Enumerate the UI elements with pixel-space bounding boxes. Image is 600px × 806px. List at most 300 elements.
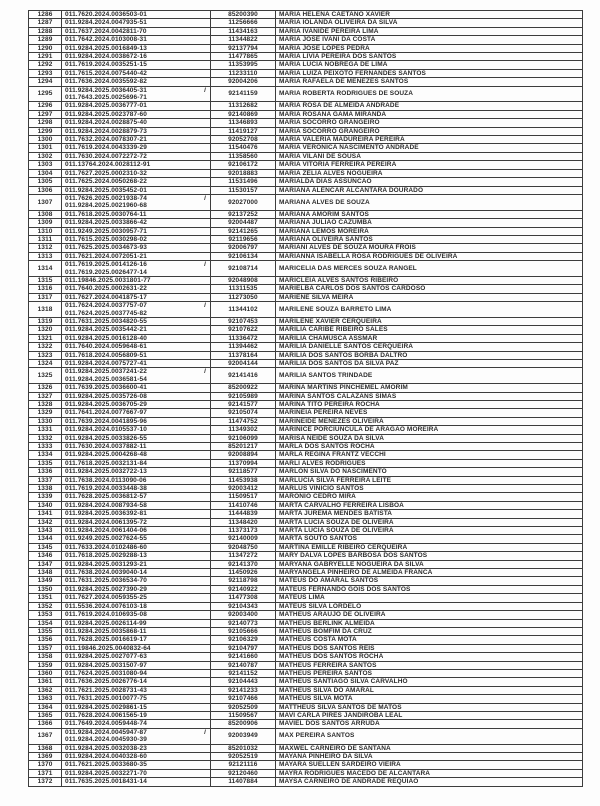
sequence-cell: 1301: [29, 144, 62, 152]
name-cell: MARLUS VINICIO SANTOS: [276, 485, 583, 493]
registration-cell: 85201217: [211, 442, 276, 450]
name-cell: MARIALDA DIAS ASSUNCAO: [276, 178, 583, 186]
case-number-cell: [62, 244, 211, 252]
case-number: 011.9284.2025.0033866-42: [65, 219, 147, 227]
registration-cell: 11434163: [211, 27, 276, 35]
table-row: [29, 293, 583, 301]
case-number-cell: [62, 161, 211, 169]
table-row: [29, 127, 583, 135]
table-row: [29, 778, 583, 786]
table-row: [29, 409, 583, 417]
case-separator: /: [204, 86, 206, 94]
case-number-cell: [62, 78, 211, 86]
name-cell: MARIA SOCORRO GRANGEIRO: [276, 127, 583, 135]
sequence-cell: 1302: [29, 152, 62, 160]
case-number-cell: [62, 186, 211, 194]
table-row: [29, 86, 583, 102]
registration-cell: 11336472: [211, 334, 276, 342]
name-cell: MARICELIA DAS MERCES SOUZA RANGEL: [276, 261, 583, 277]
case-number: 011.7631.2025.0036534-70: [65, 577, 147, 585]
case-number-cell: [62, 136, 211, 144]
case-number-cell: [62, 661, 211, 669]
sequence-cell: 1362: [29, 686, 62, 694]
case-number: 011.7624.2025.0031080-94: [65, 669, 147, 677]
sequence-cell: 1326: [29, 384, 62, 392]
name-cell: MARIANA OLIVEIRA SANTOS: [276, 235, 583, 243]
case-number: 011.7637.2024.0042811-70: [65, 27, 147, 35]
case-number: 011.9284.2025.0016849-13: [65, 44, 147, 52]
table-row: [29, 11, 583, 19]
name-cell: MATTHEUS SILVA SANTOS DE MATOS: [276, 703, 583, 711]
records-table-body: [29, 11, 583, 787]
case-number-cell: [62, 711, 211, 719]
case-number-cell: [62, 293, 211, 301]
registration-cell: 11256666: [211, 19, 276, 27]
case-number-cell: [62, 778, 211, 786]
name-cell: MAYARA SUELLEN SARDEIRO VIEIRA: [276, 761, 583, 769]
case-number-cell: [62, 761, 211, 769]
registration-cell: 11474752: [211, 417, 276, 425]
case-number: 011.9284.2025.0036777-01: [65, 102, 147, 110]
table-row: [29, 703, 583, 711]
name-cell: MARINEIA PEREIRA NEVES: [276, 409, 583, 417]
registration-cell: 92003949: [211, 728, 276, 744]
name-cell: MARIENE SILVA MEIRA: [276, 293, 583, 301]
case-number: 011.9284.2025.0036705-29: [65, 400, 147, 408]
sequence-cell: 1347: [29, 560, 62, 568]
sequence-cell: 1288: [29, 27, 62, 35]
case-number-cell: [62, 686, 211, 694]
case-number: 011.7620.2024.0036503-01: [65, 11, 147, 18]
name-cell: MARTA LUCIA SOUZA DE OLIVEIRA: [276, 527, 583, 535]
sequence-cell: 1303: [29, 161, 62, 169]
case-number-cell: [62, 627, 211, 635]
sequence-cell: 1358: [29, 653, 62, 661]
registration-cell: 11349302: [211, 426, 276, 434]
case-number-cell: [62, 235, 211, 243]
case-number: 011.9284.2025.0032722-13: [65, 468, 147, 476]
case-number-cell: [62, 317, 211, 325]
registration-cell: 11347272: [211, 552, 276, 560]
case-number-cell: [62, 210, 211, 218]
name-cell: MAVIEL DOS SANTOS ARRUDA: [276, 720, 583, 728]
table-row: [29, 219, 583, 227]
name-cell: MATEUS DO AMARAL SANTOS: [276, 577, 583, 585]
sequence-cell: 1296: [29, 102, 62, 110]
registration-cell: 92105989: [211, 392, 276, 400]
case-number-cell: [62, 560, 211, 568]
case-number-cell: [62, 518, 211, 526]
case-number: 011.9284.2025.0035452-01: [65, 186, 147, 194]
registration-cell: 11540476: [211, 144, 276, 152]
table-row: [29, 244, 583, 252]
table-row: [29, 417, 583, 425]
name-cell: MARIA JOSE IVANI DA COSTA: [276, 36, 583, 44]
case-number-cell: [62, 594, 211, 602]
case-number: 011.7627.2024.0059355-25: [65, 594, 147, 602]
table-row: [29, 19, 583, 27]
sequence-cell: 1371: [29, 769, 62, 777]
name-cell: MARILIA DOS SANTOS BORBA DALTRO: [276, 351, 583, 359]
table-row: [29, 535, 583, 543]
table-row: [29, 661, 583, 669]
case-number: 011.7635.2025.0018431-14: [65, 778, 147, 786]
case-number: 011.7615.2025.0030298-02: [65, 235, 147, 243]
case-number: 011.7628.2025.0016619-17: [65, 636, 147, 644]
case-number-cell: [62, 409, 211, 417]
name-cell: MATHEUS DOS SANTOS ROCHA: [276, 653, 583, 661]
sequence-cell: 1324: [29, 359, 62, 367]
case-number: 011.7627.2025.0002310-32: [65, 169, 147, 177]
table-row: [29, 442, 583, 450]
case-number-cell: [62, 442, 211, 450]
sequence-cell: 1311: [29, 235, 62, 243]
registration-cell: 92118798: [211, 577, 276, 585]
case-number-cell: [62, 434, 211, 442]
sequence-cell: 1369: [29, 752, 62, 760]
case-number: 011.9284.2025.0037241-22 /: [65, 368, 206, 376]
name-cell: MARINA MARTINS PINCHEMEL AMORIM: [276, 384, 583, 392]
case-number: 011.9249.2025.0030957-71: [65, 227, 147, 235]
registration-cell: 11419127: [211, 127, 276, 135]
sequence-cell: 1356: [29, 636, 62, 644]
sequence-cell: 1289: [29, 36, 62, 44]
case-separator: /: [204, 368, 206, 376]
case-number-cell: [62, 227, 211, 235]
table-row: [29, 78, 583, 86]
name-cell: MATHEUS ARAUJO DE OLIVEIRA: [276, 611, 583, 619]
case-number: 011.9284.2025.0027077-63: [65, 653, 147, 661]
table-row: [29, 644, 583, 652]
sequence-cell: 1314: [29, 261, 62, 277]
name-cell: MAYSA CARNEIRO DE ANDRADE REQUIAO: [276, 778, 583, 786]
sequence-cell: 1336: [29, 468, 62, 476]
name-cell: MARIA VITORIA FERREIRA PEREIRA: [276, 161, 583, 169]
table-row: [29, 252, 583, 260]
table-row: [29, 261, 583, 277]
table-row: [29, 161, 583, 169]
case-number: 011.9284.2024.0105537-10: [65, 426, 147, 434]
case-separator: /: [204, 261, 206, 269]
registration-cell: 92118577: [211, 468, 276, 476]
name-cell: MARTA SOUTO SANTOS: [276, 535, 583, 543]
sequence-cell: 1308: [29, 210, 62, 218]
registration-cell: 92052708: [211, 136, 276, 144]
registration-cell: 11353995: [211, 61, 276, 69]
case-number: 011.9284.2025.0026114-99: [65, 619, 147, 627]
registration-cell: 11477308: [211, 594, 276, 602]
name-cell: MARICLEIA ALVES SANTOS RIBEIRO: [276, 276, 583, 284]
registration-cell: 11453938: [211, 476, 276, 484]
name-cell: MARIA IOLANDA OLIVEIRA DA SILVA: [276, 19, 583, 27]
name-cell: MARLUCIA SILVA FERREIRA LEITE: [276, 476, 583, 484]
sequence-cell: 1299: [29, 127, 62, 135]
sequence-cell: 1305: [29, 178, 62, 186]
case-number: 011.9284.2024.0040328-60: [65, 752, 147, 760]
table-row: [29, 302, 583, 318]
registration-cell: 11410746: [211, 501, 276, 509]
sequence-cell: 1342: [29, 518, 62, 526]
name-cell: MARILIA SANTOS TRINDADE: [276, 368, 583, 384]
sequence-cell: 1319: [29, 317, 62, 325]
table-row: [29, 619, 583, 627]
case-number: 011.7619.2024.0035251-15: [65, 61, 147, 69]
table-row: [29, 744, 583, 752]
sequence-cell: 1322: [29, 343, 62, 351]
case-number-cell: [62, 261, 211, 277]
table-row: [29, 728, 583, 744]
table-row: [29, 400, 583, 408]
sequence-cell: 1287: [29, 19, 62, 27]
table-row: [29, 501, 583, 509]
case-number-cell: [62, 194, 211, 210]
case-number: 011.9284.2025.0021960-68: [65, 202, 147, 210]
table-row: [29, 585, 583, 593]
name-cell: MARIANA LEMOS MOREIRA: [276, 227, 583, 235]
case-number: 011.7633.2024.0102486-60: [65, 543, 147, 551]
case-number: 011.7624.2024.0037757-07 /: [65, 302, 206, 310]
case-number: 011.7649.2024.0059448-74: [65, 720, 147, 728]
case-number: 011.7643.2025.0025696-71: [65, 94, 147, 102]
case-number: 011.7631.2025.0034820-55: [65, 317, 147, 325]
sequence-cell: 1344: [29, 535, 62, 543]
sequence-cell: 1337: [29, 476, 62, 484]
sequence-cell: 1293: [29, 69, 62, 77]
name-cell: MARIANA AMORIM SANTOS: [276, 210, 583, 218]
name-cell: MARILENE XAVIER CERQUEIRA: [276, 317, 583, 325]
case-number-cell: [62, 501, 211, 509]
case-number: 011.19846.2025.0040832-64: [65, 644, 151, 652]
table-row: [29, 334, 583, 342]
case-number-cell: [62, 27, 211, 35]
name-cell: MARONIO CEDRO MIRA: [276, 493, 583, 501]
registration-cell: 11394462: [211, 343, 276, 351]
case-number-cell: [62, 110, 211, 118]
registration-cell: 92052509: [211, 703, 276, 711]
sequence-cell: 1365: [29, 711, 62, 719]
name-cell: MARIANA ALENCAR ALCANTARA DOURADO: [276, 186, 583, 194]
registration-cell: 11348420: [211, 518, 276, 526]
sequence-cell: 1343: [29, 527, 62, 535]
registration-cell: 11273050: [211, 293, 276, 301]
name-cell: MARILENE SOUZA BARRETO LIMA: [276, 302, 583, 318]
case-number-cell: [62, 127, 211, 135]
table-row: [29, 144, 583, 152]
case-number: 011.9284.2024.0061395-72: [65, 518, 147, 526]
table-row: [29, 761, 583, 769]
case-number: 011.7641.2024.0077667-97: [65, 409, 147, 417]
case-number-cell: [62, 368, 211, 384]
sequence-cell: 1332: [29, 434, 62, 442]
case-number: 011.9284.2024.0087934-58: [65, 501, 147, 509]
registration-cell: 11344102: [211, 302, 276, 318]
sequence-cell: 1364: [29, 703, 62, 711]
sequence-cell: 1316: [29, 285, 62, 293]
registration-cell: 92048750: [211, 543, 276, 551]
table-row: [29, 451, 583, 459]
registration-cell: 92141152: [211, 669, 276, 677]
registration-cell: 11509517: [211, 493, 276, 501]
registration-cell: 11311535: [211, 285, 276, 293]
registration-cell: 92140787: [211, 661, 276, 669]
case-number: 011.7621.2025.0033680-35: [65, 761, 147, 769]
case-number: 011.7619.2024.0033448-38: [65, 485, 147, 492]
table-row: [29, 102, 583, 110]
registration-cell: 92006797: [211, 244, 276, 252]
name-cell: MARILIA DANIELLE SANTOS CERQUEIRA: [276, 343, 583, 351]
name-cell: MARIA VILANI DE SOUSA: [276, 152, 583, 160]
case-number-cell: [62, 69, 211, 77]
name-cell: MARTA CARVALHO FERREIRA LISBOA: [276, 501, 583, 509]
case-number-cell: [62, 451, 211, 459]
table-row: [29, 627, 583, 635]
registration-cell: 92141660: [211, 653, 276, 661]
registration-cell: 92003400: [211, 611, 276, 619]
case-number-cell: [62, 119, 211, 127]
case-number-cell: [62, 19, 211, 27]
case-number: 011.7619.2024.0043339-29: [65, 144, 147, 152]
case-separator: /: [204, 302, 206, 310]
table-row: [29, 711, 583, 719]
case-number-cell: [62, 426, 211, 434]
table-row: [29, 459, 583, 467]
case-number-cell: [62, 510, 211, 518]
table-row: [29, 276, 583, 284]
case-number-cell: [62, 678, 211, 686]
name-cell: MAX PEREIRA SANTOS: [276, 728, 583, 744]
name-cell: MARINEIDE MENEZES OLIVEIRA: [276, 417, 583, 425]
case-number-cell: [62, 543, 211, 551]
sequence-cell: 1331: [29, 426, 62, 434]
registration-cell: 92105074: [211, 409, 276, 417]
registration-cell: 92119656: [211, 235, 276, 243]
table-row: [29, 326, 583, 334]
name-cell: MARISA NEIDE SOUZA DA SILVA: [276, 434, 583, 442]
name-cell: MAYANA PINHEIRO DA SILVA: [276, 752, 583, 760]
table-row: [29, 343, 583, 351]
sequence-cell: 1320: [29, 326, 62, 334]
table-row: [29, 594, 583, 602]
sequence-cell: 1286: [29, 11, 62, 19]
sequence-cell: 1297: [29, 110, 62, 118]
registration-cell: 92108714: [211, 261, 276, 277]
sequence-cell: 1329: [29, 409, 62, 417]
name-cell: MATEUS LIMA: [276, 594, 583, 602]
registration-cell: 85200906: [211, 720, 276, 728]
table-row: [29, 611, 583, 619]
case-number: 011.7636.2025.0026776-14: [65, 678, 147, 686]
registration-cell: 92004144: [211, 359, 276, 367]
table-row: [29, 392, 583, 400]
sequence-cell: 1309: [29, 219, 62, 227]
name-cell: MATHEUS SILVA DO AMARAL: [276, 686, 583, 694]
case-number-cell: [62, 752, 211, 760]
name-cell: MARILIA DOS SANTOS DA SILVA PAZ: [276, 359, 583, 367]
sequence-cell: 1290: [29, 44, 62, 52]
registration-cell: 92004206: [211, 78, 276, 86]
case-number: 011.7632.2024.0078307-21: [65, 136, 147, 144]
registration-cell: 11477865: [211, 53, 276, 61]
case-number-cell: [62, 359, 211, 367]
name-cell: MARIA RAFAELA DE MENEZES SANTOS: [276, 78, 583, 86]
case-number: 011.9284.2024.0047935-51: [65, 19, 147, 27]
case-separator: /: [204, 728, 206, 736]
case-number-cell: [62, 86, 211, 102]
case-number: 011.9284.2024.0075727-41: [65, 359, 147, 367]
case-number-cell: [62, 577, 211, 585]
name-cell: MARIA HELENA CAETANO XAVIER: [276, 11, 583, 19]
case-number-cell: [62, 653, 211, 661]
case-number: 011.7618.2025.0032131-84: [65, 459, 147, 467]
table-row: [29, 602, 583, 610]
table-row: [29, 426, 583, 434]
registration-cell: 92140869: [211, 110, 276, 118]
name-cell: MARIA VALERIA MADUREIRA PEREIRA: [276, 136, 583, 144]
name-cell: MARIA LUCIA NOBREGA DE LIMA: [276, 61, 583, 69]
case-number-cell: [62, 276, 211, 284]
case-number: 011.7639.2025.0036600-41: [65, 384, 147, 392]
table-row: [29, 485, 583, 493]
case-number: 011.9284.2025.0036392-81: [65, 510, 147, 518]
registration-cell: 11531496: [211, 178, 276, 186]
sequence-cell: 1317: [29, 293, 62, 301]
sequence-cell: 1327: [29, 392, 62, 400]
sequence-cell: 1339: [29, 493, 62, 501]
name-cell: MARILIA CARIBE RIBEIRO SALES: [276, 326, 583, 334]
sequence-cell: 1359: [29, 661, 62, 669]
case-number-cell: [62, 703, 211, 711]
case-number-cell: [62, 552, 211, 560]
name-cell: MARILIA CHAMUSCA ASSMAR: [276, 334, 583, 342]
case-number-cell: [62, 351, 211, 359]
name-cell: MARIANI ALVES DE SOUZA MOURA FROIS: [276, 244, 583, 252]
table-row: [29, 194, 583, 210]
sequence-cell: 1357: [29, 644, 62, 652]
case-number: 011.7618.2025.0029288-13: [65, 552, 147, 560]
name-cell: MARTINA EMILLE RIBEIRO CERQUEIRA: [276, 543, 583, 551]
case-number-cell: [62, 384, 211, 392]
case-number: 011.9284.2024.0045930-39: [65, 736, 147, 744]
case-number-cell: [62, 302, 211, 318]
case-number: 011.9284.2025.0035442-21: [65, 326, 147, 334]
name-cell: MARIA SOCORRO GRANGEIRO: [276, 119, 583, 127]
sequence-cell: 1352: [29, 602, 62, 610]
case-number: 011.7618.2024.0056809-51: [65, 351, 147, 359]
table-row: [29, 169, 583, 177]
registration-cell: 92018883: [211, 169, 276, 177]
case-number: 011.9284.2025.0029861-15: [65, 703, 147, 711]
name-cell: MARTA LUCIA SOUZA DE OLIVEIRA: [276, 518, 583, 526]
case-number: 011.19846.2025.0031801-77: [65, 276, 151, 284]
name-cell: MARIA ROSA DE ALMEIDA ANDRADE: [276, 102, 583, 110]
registration-cell: 92052519: [211, 752, 276, 760]
registration-cell: 92105666: [211, 627, 276, 635]
case-number-cell: [62, 459, 211, 467]
name-cell: MARIANA ALVES DE SOUZA: [276, 194, 583, 210]
registration-cell: 92104343: [211, 602, 276, 610]
case-number-cell: [62, 602, 211, 610]
case-number-cell: [62, 720, 211, 728]
registration-cell: 92141265: [211, 227, 276, 235]
case-number: 011.9284.2025.0031507-97: [65, 661, 147, 669]
registration-cell: 11358560: [211, 152, 276, 160]
case-number-cell: [62, 585, 211, 593]
name-cell: MARINA SANTOS CALAZANS SIMAS: [276, 392, 583, 400]
sequence-cell: 1335: [29, 459, 62, 467]
table-row: [29, 695, 583, 703]
sequence-cell: 1295: [29, 86, 62, 102]
sequence-cell: 1306: [29, 186, 62, 194]
